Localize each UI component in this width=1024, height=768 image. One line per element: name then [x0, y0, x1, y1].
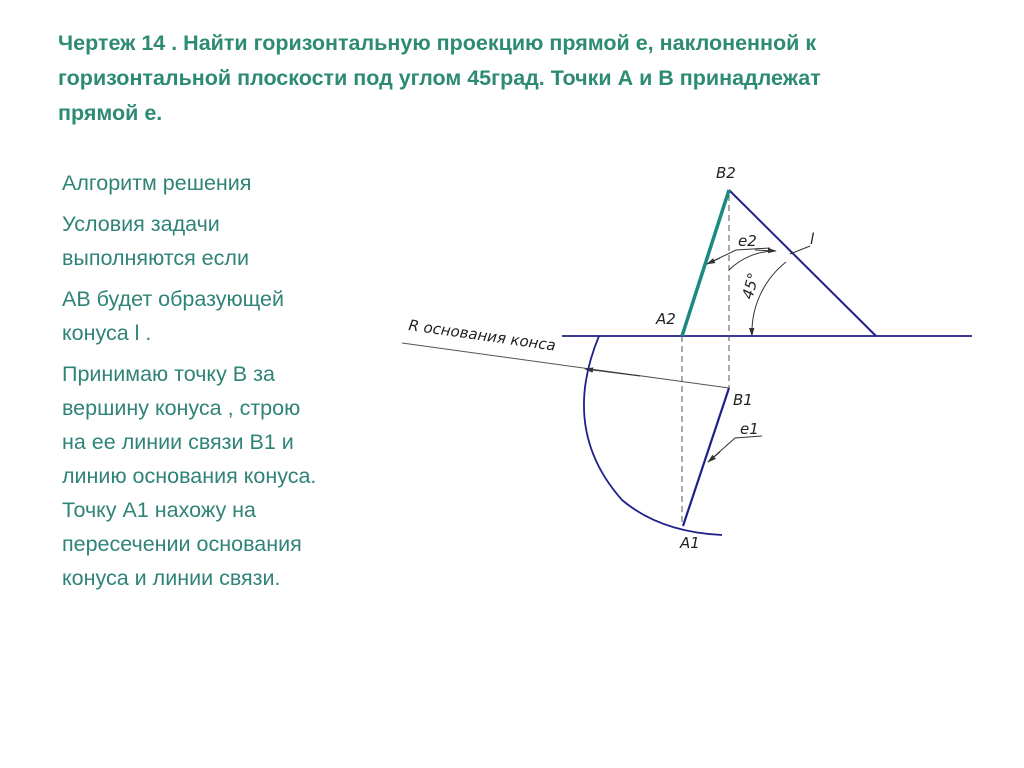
radius-line [402, 343, 729, 388]
segment-a2-b2 [682, 190, 729, 336]
label-b1: B1 [733, 391, 753, 409]
text-line: АВ будет образующей [62, 287, 284, 311]
angle-arc [729, 251, 776, 270]
angle-arrow-1 [755, 250, 776, 251]
text-line: конуса и линии связи. [62, 566, 281, 590]
text-line: Принимаю точку В за [62, 362, 275, 386]
cone-generatrix-l [729, 190, 876, 336]
leader-l [790, 246, 810, 254]
label-b2: B2 [716, 164, 736, 182]
angle-arc-lower [752, 262, 786, 336]
text-line: конуса l . [62, 321, 152, 345]
text-line: Точку А1 нахожу на [62, 498, 257, 522]
leader-e2-arrow [707, 258, 720, 264]
segment-a1-b1 [683, 388, 729, 526]
text-line: выполняются если [62, 246, 249, 270]
text-line: вершину конуса , строю [62, 396, 301, 420]
text-line: пересечении основания [62, 532, 302, 556]
label-e2: e2 [738, 232, 757, 250]
title-line-1: Чертеж 14 . Найти горизонтальную проекцию прямой е, наклоненной к [58, 31, 817, 55]
leader-e1-arrow [708, 452, 720, 462]
label-e1: e1 [740, 420, 759, 438]
label-radius: R основания конса [407, 316, 557, 355]
text-line: Условия задачи [62, 212, 220, 236]
title-line-3: прямой е. [58, 101, 163, 125]
title-line-2: горизонтальной плоскости под углом 45град. Точки А и В принадлежат [58, 66, 821, 90]
cone-base-arc [584, 336, 722, 535]
text-line: линию основания конуса. [62, 464, 317, 488]
algorithm-heading: Алгоритм решения [62, 171, 252, 195]
label-angle: 45° [738, 270, 763, 302]
label-a1: A1 [680, 534, 700, 552]
text-line: на ее линии связи В1 и [62, 430, 294, 454]
leader-e1 [708, 436, 762, 462]
radius-arrow [585, 369, 640, 376]
label-l: l [810, 230, 815, 248]
label-a2: A2 [656, 310, 676, 328]
